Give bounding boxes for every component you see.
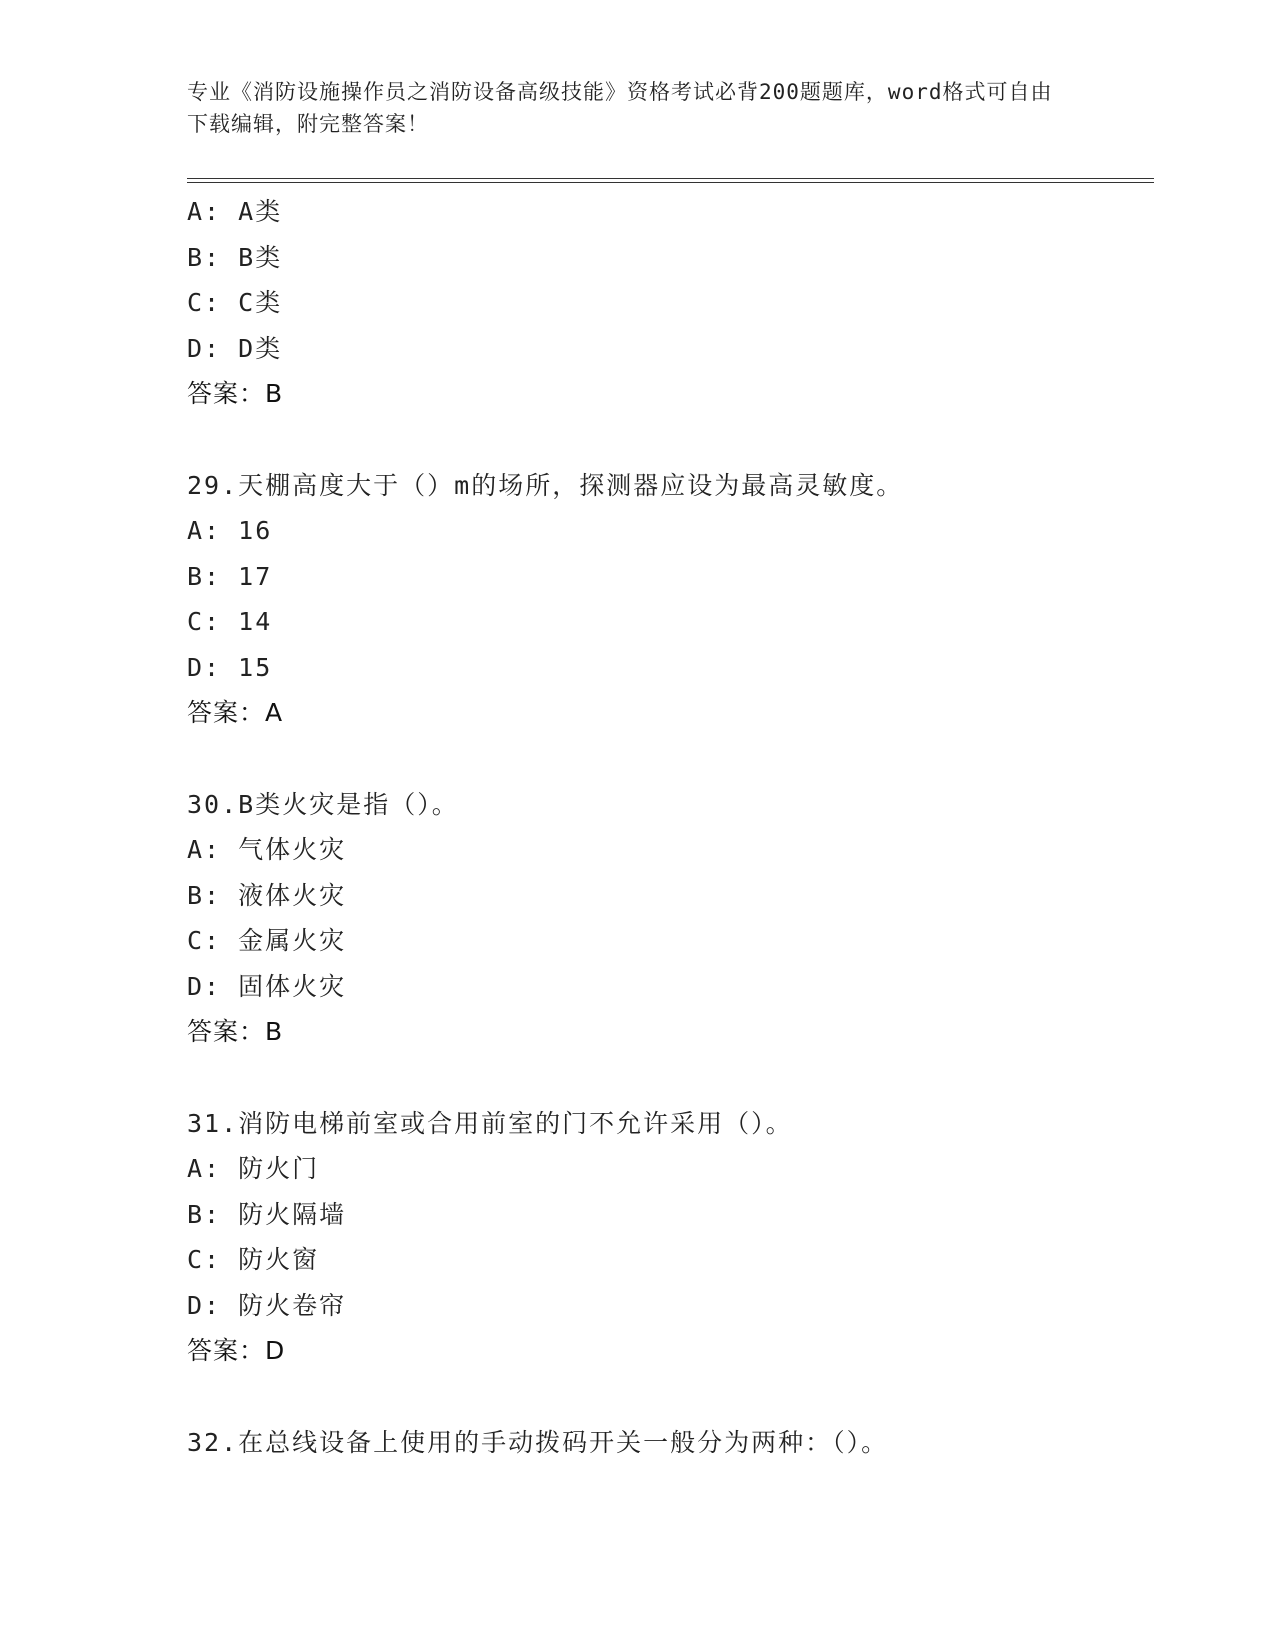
- question-stem: 32.在总线设备上使用的手动拨码开关一般分为两种：（）。: [187, 1427, 889, 1457]
- question-block-32: [187, 1420, 1147, 1466]
- option-b: B: 防火隔墙: [187, 1199, 347, 1229]
- option-a: A: 防火门: [187, 1154, 320, 1183]
- spacer: [187, 1374, 1147, 1420]
- option-d: D: D类: [187, 333, 283, 363]
- option-d: D: 15: [187, 652, 273, 682]
- answer-line: 答案：D: [187, 1336, 286, 1365]
- question-stem: 30.B类火灾是指（）。: [187, 789, 459, 819]
- answer-line: 答案：A: [187, 698, 284, 727]
- spacer: [187, 417, 1147, 463]
- header-divider-top: [187, 178, 1154, 179]
- option-c: C: 14: [187, 607, 273, 636]
- question-block-29: [187, 463, 1147, 736]
- question-stem: 29.天棚高度大于（）m的场所，探测器应设为最高灵敏度。: [187, 470, 904, 500]
- option-a: A: 16: [187, 516, 273, 545]
- spacer: [187, 736, 1147, 782]
- question-block-30: [187, 782, 1147, 1055]
- option-a: A: A类: [187, 197, 283, 226]
- option-b: B: 17: [187, 561, 273, 591]
- option-b: B: B类: [187, 242, 283, 272]
- question-list: [187, 189, 1147, 1465]
- option-d: D: 固体火灾: [187, 971, 347, 1001]
- answer-line: 答案：B: [187, 1017, 284, 1046]
- option-a: A: 气体火灾: [187, 835, 347, 864]
- question-block-31: [187, 1101, 1147, 1374]
- answer-line: 答案：B: [187, 379, 284, 408]
- option-d: D: 防火卷帘: [187, 1290, 347, 1320]
- option-c: C: C类: [187, 288, 283, 317]
- option-c: C: 金属火灾: [187, 926, 347, 955]
- document-header: 专业《消防设施操作员之消防设备高级技能》资格考试必背200题题库，word格式可自由下载编辑，附完整答案！: [187, 80, 1053, 136]
- header-divider-bottom: [187, 182, 1154, 183]
- option-b: B: 液体火灾: [187, 880, 347, 910]
- spacer: [187, 1055, 1147, 1101]
- question-block-28: [187, 189, 1147, 417]
- option-c: C: 防火窗: [187, 1245, 320, 1274]
- question-stem: 31.消防电梯前室或合用前室的门不允许采用（）。: [187, 1108, 793, 1138]
